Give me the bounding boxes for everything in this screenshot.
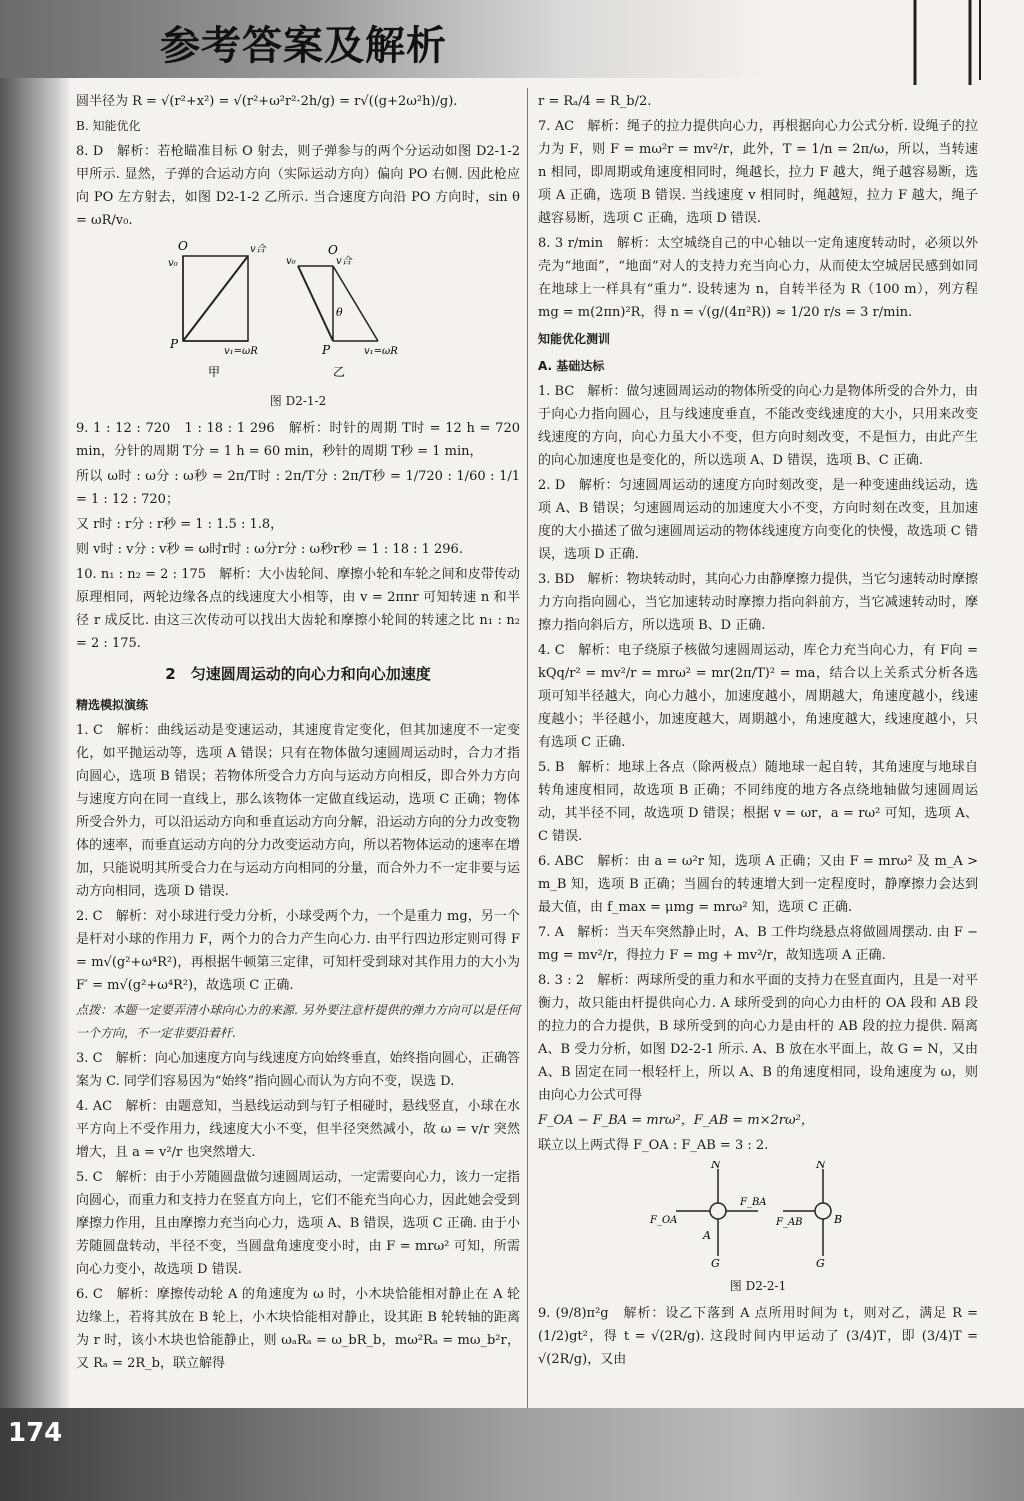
answer-6: 6. ABC 解析：由 a = ω²r 知，选项 A 正确；又由 F = mrω² 及 m_A > m_B 知，选项 B 正确；当圆台的转速增大到一定程度时，静摩擦力会达到最大值，由 f_max = μmg = mrω² 知，选项 C 正确. [538, 854, 978, 915]
force-n-label-b: N [816, 1161, 826, 1171]
v0-label-2: v₀ [286, 256, 296, 267]
v0-label: v₀ [168, 258, 178, 269]
right-column [538, 90, 978, 1373]
ball-a-label: A [703, 1229, 711, 1242]
point-p-label: P [170, 337, 179, 351]
answer-2: 2. D 解析：匀速圆周运动的速度方向时刻改变，是一种变速曲线运动，选项 A、B 错误；匀速圆周运动的加速度大小不变，方向时刻在改变，且加速度的大小描述了做匀速圆周运动的物体线速度方向变化的快慢，故选项 C 错误，选项 D 正确. [538, 478, 978, 562]
figure-caption: 图 D2-2-1 [729, 1279, 787, 1293]
formula-line: 联立以上两式得 F_OA : F_AB = 3 : 2. [538, 1138, 769, 1153]
answer-9-line: 则 v时 : v分 : v秒 = ω时r时 : ω分r分 : ω秒r秒 = 1 : 18 : 1 296. [76, 542, 463, 557]
velocity-diagram-figure [168, 236, 428, 386]
figure-caption: 图 D2-1-2 [269, 394, 327, 408]
answer-1: 1. BC 解析：做匀速圆周运动的物体所受的向心力是物体所受的合外力，由于向心力指向圆心，且与线速度垂直，不能改变线速度的大小，只用来改变线速度的方向，向心力虽大小不变，但方向时刻改变，不是恒力，由此产生的向心加速度也是变化的，所以选项 A、D 错误，选项 B、C 正确. [538, 384, 978, 468]
point-o-label-2: O [328, 243, 338, 257]
vhe-label-2: v合 [336, 256, 352, 267]
answer-line: r = Rₐ/4 = R_b/2. [538, 94, 652, 109]
answer-4: 4. C 解析：电子绕原子核做匀速圆周运动，库仑力充当向心力，有 F向 = kQq/r² = mv²/r = mrω² = mr(2π/T)² = ma，结合以上关系式分析各选项可知半径越大，向心力越小，加速度越小，周期越大，角速度越小，线速度越小；半径越小，加速度越大，周期越小，角速度越大，线速度越小，只有选项 C 正确. [538, 643, 978, 750]
answer-3: 3. BD 解析：物块转动时，其向心力由静摩擦力提供，当它匀速转动时摩擦力方向指向圆心，当它加速转动时摩擦力指向斜前方，当它减速转动时，摩擦力指向斜后方，所以选项 B、D 正确. [538, 572, 978, 633]
section-title: 2 匀速圆周运动的向心力和向心加速度 [165, 665, 431, 683]
subsection-label: 知能优化测训 [538, 332, 611, 346]
answer-5: 5. B 解析：地球上各点（除两极点）随地球一起自转，其角速度与地球自转角速度相同，故选项 B 正确；不同纬度的地方各点绕地轴做匀速圆周运动，其半径不同，故选项 D 错误；根据 v = ωr，a = rω² 可知，选项 A、C 错误. [538, 760, 978, 844]
answer-line: 圆半径为 R = √(r²+x²) = √(r²+ω²r²·2h/g) = r√((g+2ω²h)/g). [76, 94, 458, 109]
subsection-label: A. 基础达标 [538, 359, 605, 373]
column-divider [527, 88, 528, 1408]
force-fab-label: F_AB [776, 1217, 803, 1228]
answer-10: 10. n₁ : n₂ = 2 : 175 解析：大小齿轮间、摩擦小轮和车轮之间和皮带传动原理相同，两轮边缘各点的线速度大小相等，由 v = 2πnr 可知转速 n 和半径 r 成反比. 由这三次传动可以找出大齿轮和摩擦小轮间的转速之比 n₁ : n₂ = 2 : 175. [76, 567, 520, 651]
answer-8: 8. 3 : 2 解析：两球所受的重力和水平面的支持力在竖直面内，且是一对平衡力，故只能由杆提供向心力. A 球所受到的向心力由杆的 OA 段和 AB 段的拉力的合力提供，B 球所受到的向心力是由杆的 AB 段的拉力提供. 隔离 A、B 受力分析，如图 D2-2-1 所示. A、B 放在水平面上，故 G = N，又由 A、B 固定在同一根轻杆上，所以 A、B 的角速度相同，设角速度为 ω，则由向心力公式可得 [538, 973, 978, 1103]
fig-yi-label: 乙 [333, 365, 346, 379]
answer-5: 5. C 解析：由于小芳随圆盘做匀速圆周运动，一定需要向心力，该力一定指向圆心，而重力和支持力在竖直方向上，它们不能充当向心力，因此她会受到摩擦力作用，且由摩擦力充当向心力，选项 A、B 错误，选项 C 正确. 由于小芳随圆盘转动，半径不变，当圆盘角速度变小时，由 F = mrω² 可知，所需向心力变小，故选项 D 错误. [76, 1170, 520, 1277]
ball-b-label: B [834, 1213, 843, 1226]
page-header-title: 参考答案及解析 [160, 23, 447, 69]
force-diagram-figure [648, 1161, 868, 1271]
answer-4: 4. AC 解析：由题意知，当悬线运动到与钉子相碰时，悬线竖直，小球在水平方向上不受作用力，线速度大小不变，但半径突然减小，故 ω = v/r 突然增大，且 a = v²/r 也突然增大. [76, 1099, 520, 1160]
header-band [0, 0, 1024, 78]
formula-line: F_OA − F_BA = mrω²，F_AB = m×2rω²， [538, 1113, 814, 1128]
section-label: B. 知能优化 [76, 119, 141, 133]
answer-1: 1. C 解析：曲线运动是变速运动，其速度肯定变化，但其加速度不一定变化，如平抛运动等，选项 A 错误；只有在物体做匀速圆周运动时，合力才指向圆心，选项 B 错误；若物体所受合力方向与运动方向相反，即合外力方向与速度方向在同一直线上，那么该物体一定做直线运动，选项 C 正确；物体所受合外力，可以沿运动方向和垂直运动方向分解，沿运动方向的分力改变物体的速率，而垂直运动方向的分力改变运动方向，所以若物体运动的速率在增加，只能说明其所受合力在与运动方向相同的分量，而合外力不一定非要与运动方向相同，选项 D 错误. [76, 723, 520, 899]
left-decorative-strip [0, 78, 70, 1408]
answer-9-line: 所以 ω时 : ω分 : ω秒 = 2π/T时 : 2π/T分 : 2π/T秒 = 1/720 : 1/60 : 1/1 = 1 : 12 : 720； [76, 469, 520, 507]
force-foa-label: F_OA [650, 1215, 678, 1226]
answer-9-line: 又 r时 : r分 : r秒 = 1 : 1.5 : 1.8， [76, 517, 284, 532]
answer-7: 7. A 解析：当天车突然静止时，A、B 工件均绕悬点将做圆周摆动. 由 F − mg = mv²/r，得拉力 F = mg + mv²/r，故知选项 A 正确. [538, 925, 978, 963]
v1-label: v₁=ωR [224, 346, 258, 357]
fig-jia-label: 甲 [208, 365, 221, 379]
theta-label: θ [336, 306, 343, 319]
footer-band [0, 1408, 1024, 1501]
tip-note: 点拨：本题一定要弄清小球向心力的来源. 另外要注意杆提供的弹力方向可以是任何一个方向，不一定非要沿着杆. [76, 1003, 520, 1040]
force-n-label: N [711, 1161, 721, 1171]
vhe-label: v合 [250, 244, 266, 255]
force-g-label-b: G [816, 1257, 825, 1270]
answer-9: 9. 1 : 12 : 720 1 : 18 : 1 296 解析：时针的周期 T时 = 12 h = 720 min，分针的周期 T分 = 1 h = 60 min，秒针的周期 T秒 = 1 min， [76, 421, 520, 459]
answer-6: 6. C 解析：摩擦传动轮 A 的角速度为 ω 时，小木块恰能相对静止在 A 轮边缘上，若将其放在 B 轮上，小木块恰能相对静止，设其距 B 轮转轴的距离为 r 时，该小木块也恰能静止，则 ωₐRₐ = ω_bR_b，mω²Rₐ = mω_b²r，又 Rₐ = 2R_b，联立解得 [76, 1287, 520, 1371]
answer-8: 8. D 解析：若枪瞄准目标 O 射去，则子弹参与的两个分运动如图 D2-1-2甲所示. 显然，子弹的合运动方向（实际运动方向）偏向 PO 右侧. 因此枪应向 PO 左方射去，如图 D2-1-2 乙所示. 当合速度方向沿 PO 方向时，sin θ = ωR/v₀. [76, 144, 520, 228]
force-g-label: G [711, 1257, 720, 1270]
answer-7: 7. AC 解析：绳子的拉力提供向心力，再根据向心力公式分析. 设绳子的拉力为 F，则 F = mω²r = mv²/r，此外，T = 1/n = 2π/ω，所以，当转速 n 相同，即周期或角速度相同时，绳越长，拉力 F 越大，绳子越容易断，选项 A 正确，选项 B 错误. 当线速度 v 相同时，绳越短，拉力 F 越大，绳子越容易断，选项 C 正确，选项 D 错误. [538, 119, 978, 226]
subsection-label: 精选模拟演练 [76, 698, 149, 712]
point-o-label: O [178, 239, 188, 253]
answer-3: 3. C 解析：向心加速度方向与线速度方向始终垂直，始终指向圆心，正确答案为 C. 同学们容易因为“始终”指向圆心而认为方向不变，误选 D. [76, 1051, 520, 1089]
answer-8: 8. 3 r/min 解析：太空城绕自己的中心轴以一定角速度转动时，必须以外壳为“地面”，“地面”对人的支持力充当向心力，从而使太空城居民感到如同在地球上一样具有“重力”. 设转速为 n，自转半径为 R（100 m），列方程 mg = m(2πn)²R，得 n = √(g/(4π²R)) ≈ 1/20 r/s = 3 r/min. [538, 236, 978, 320]
left-column [76, 90, 520, 1377]
force-fba-label: F_BA [740, 1197, 767, 1208]
header-rule-lines [905, 0, 985, 90]
point-p-label-2: P [322, 343, 331, 357]
v1-label-2: v₁=ωR [364, 346, 398, 357]
answer-2: 2. C 解析：对小球进行受力分析，小球受两个力，一个是重力 mg，另一个是杆对小球的作用力 F，两个力的合力产生向心力. 由平行四边形定则可得 F = m√(g²+ω⁴R²)，再根据牛顿第三定律，可知杆受到球对其作用力的大小为 F′ = m√(g²+ω⁴R²)，故选项 C 正确. [76, 909, 520, 993]
page-number: 174 [8, 1418, 63, 1448]
answer-9: 9. (9/8)π²g 解析：设乙下落到 A 点所用时间为 t，则对乙，满足 R = (1/2)gt²，得 t = √(2R/g). 这段时间内甲运动了 (3/4)T，即 (3/4)T = √(2R/g)，又由 [538, 1306, 978, 1367]
